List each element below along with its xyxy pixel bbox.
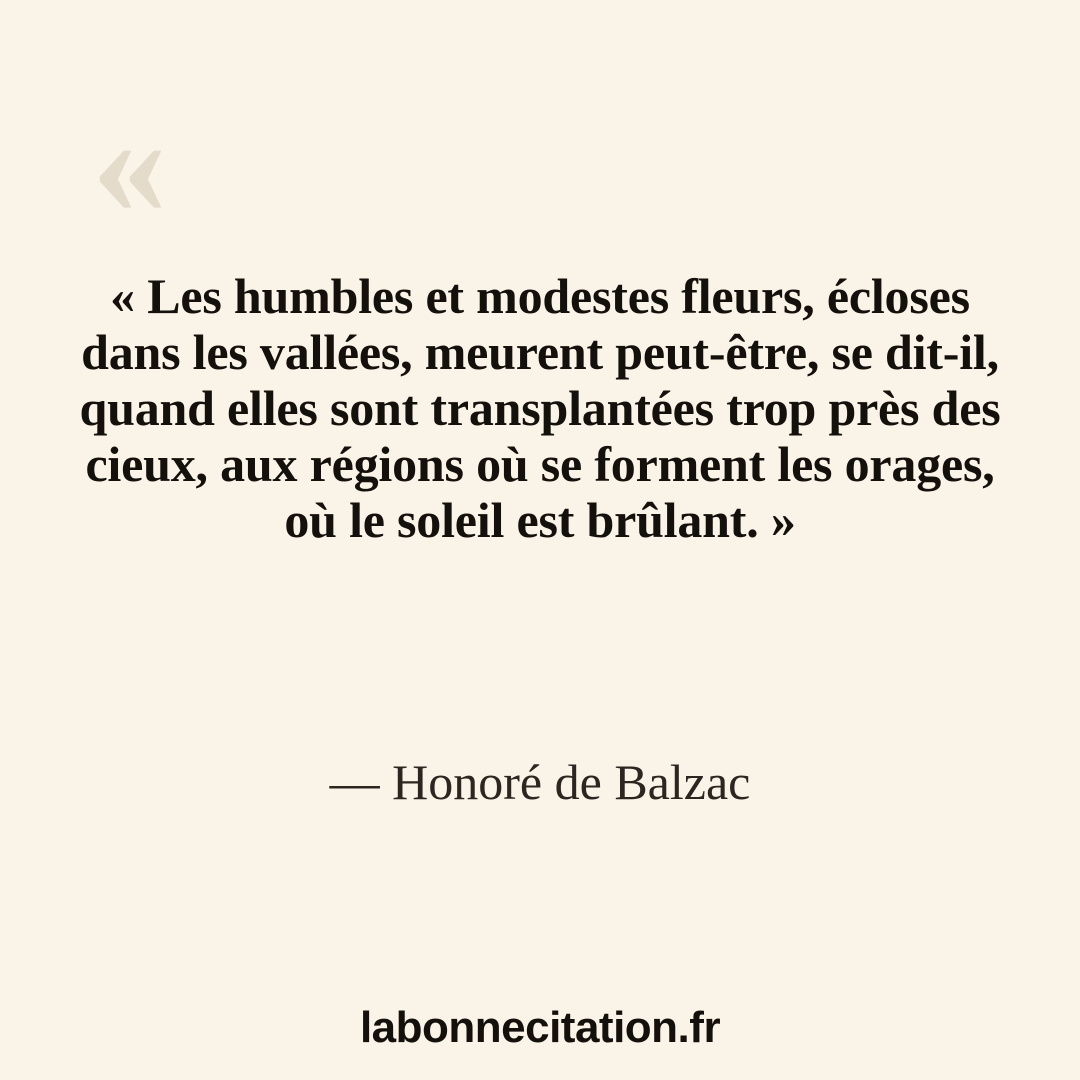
quote-text: « Les humbles et modestes fleurs, écloses dans les vallées, meurent peut-être, se dit-il, quand elles sont transplantées trop près des cieux, aux régions où se forment les orages, où le soleil est brûlant. »: [79, 268, 1001, 548]
double-left-angle-quote-icon: «: [92, 80, 157, 246]
author-name: — Honoré de Balzac: [329, 754, 751, 810]
site-name: labonnecitation.fr: [359, 1002, 721, 1052]
quote-block: [70, 268, 1010, 548]
author-block: [70, 752, 1010, 812]
footer-block: [0, 1004, 1080, 1052]
